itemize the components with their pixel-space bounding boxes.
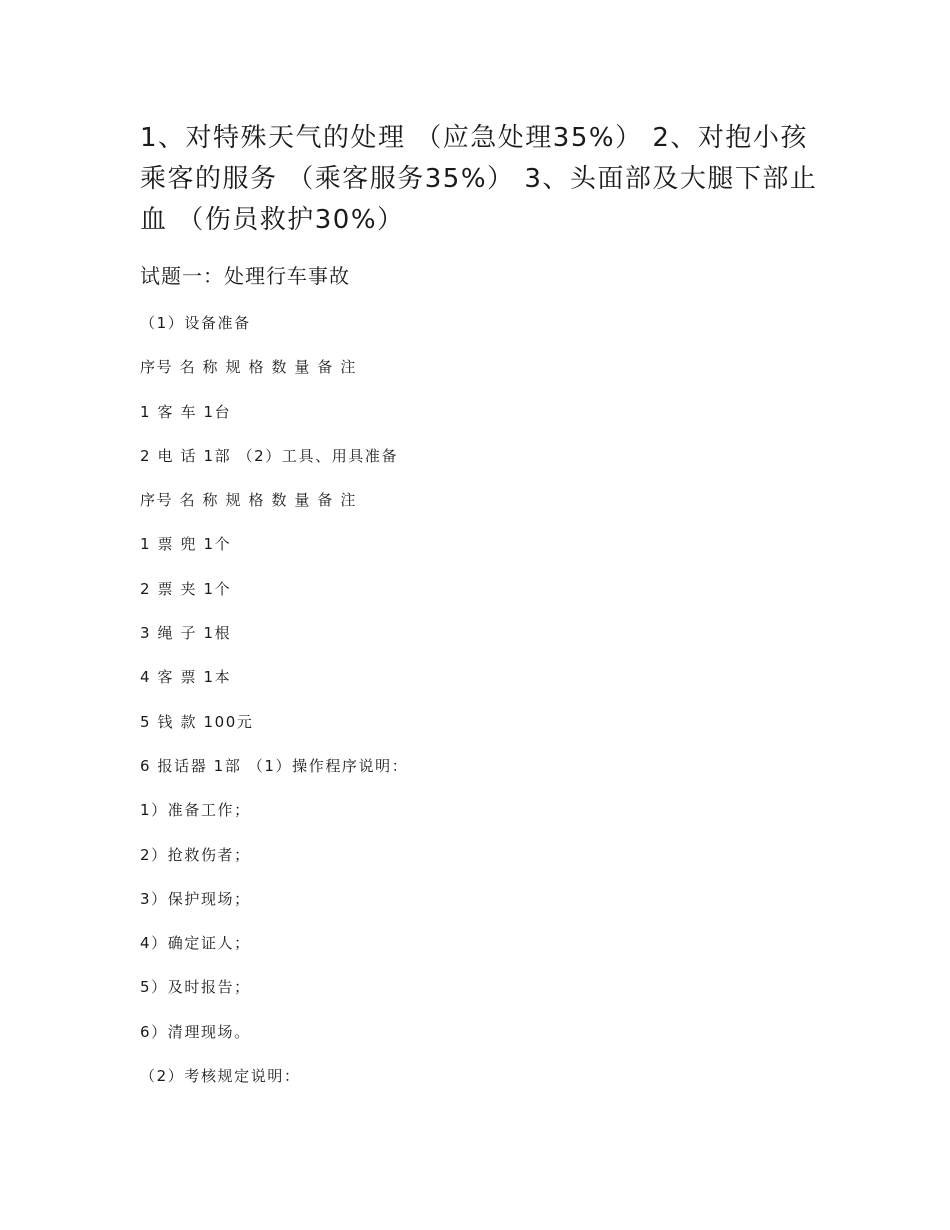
content-line: 1 客 车 1台	[140, 402, 232, 421]
content-line: 3）保护现场；	[140, 889, 251, 908]
document-title: 1、对特殊天气的处理 （应急处理35%） 2、对抱小孩乘客的服务 （乘客服务35%） 3、头面部及大腿下部止血 （伤员救护30%）	[140, 123, 818, 235]
content-line: 3 绳 子 1根	[140, 624, 232, 643]
content-line: 6）清理现场。	[140, 1022, 251, 1041]
content-line: 2 票 夹 1个	[140, 579, 232, 598]
content-line: （1）设备准备	[140, 314, 251, 332]
content-line: 5）及时报告；	[140, 978, 251, 997]
content-line: 2 电 话 1部 （2）工具、用具准备	[140, 446, 399, 465]
content-line: 1 票 兜 1个	[140, 535, 232, 554]
content-line: 1）准备工作；	[140, 801, 251, 820]
section-heading: 试题一：处理行车事故	[140, 264, 350, 288]
content-line: 6 报话器 1部 （1）操作程序说明：	[140, 756, 409, 775]
content-lines	[140, 310, 408, 1107]
content-line: 5 钱 款 100元	[140, 712, 254, 731]
content-line: 序号 名 称 规 格 数 量 备 注	[140, 358, 357, 377]
content-line: 4 客 票 1本	[140, 668, 232, 687]
content-line: 2）抢救伤者；	[140, 845, 251, 864]
content-line: 4）确定证人；	[140, 934, 251, 953]
content-line: 序号 名 称 规 格 数 量 备 注	[140, 491, 357, 510]
content-line: （2）考核规定说明：	[140, 1067, 301, 1086]
